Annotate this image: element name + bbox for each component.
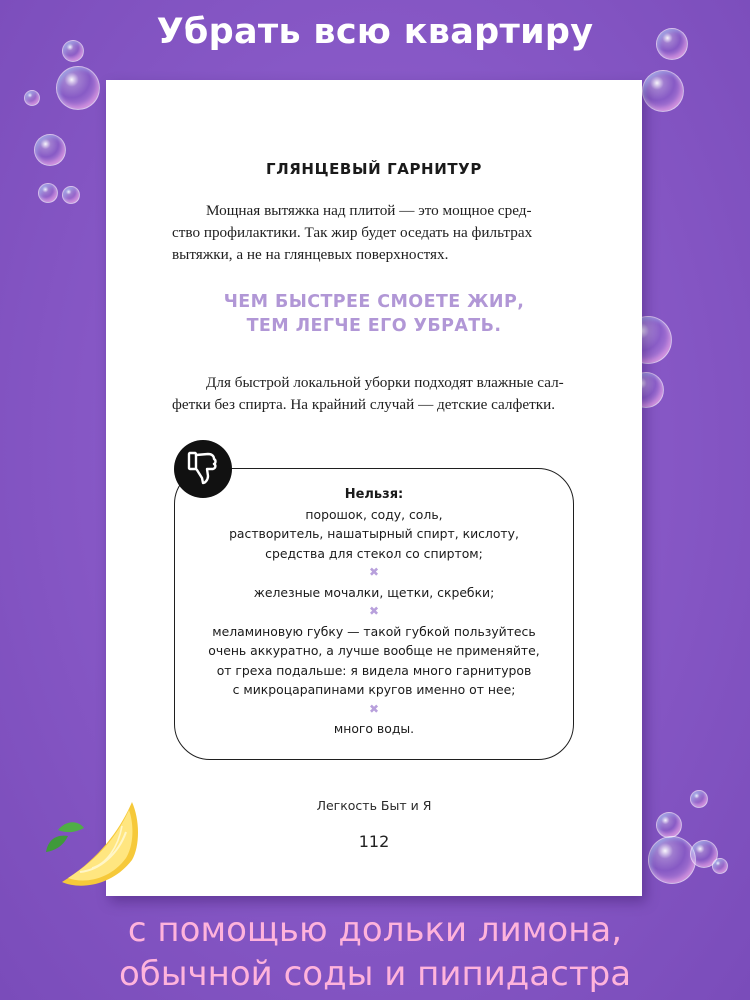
pull-quote-line: ТЕМ ЛЕГЧЕ ЕГО УБРАТЬ. [246, 316, 502, 336]
warning-item-line: очень аккуратно, а лучше вообще не применяйте, [208, 643, 540, 658]
warning-item-line: порошок, соду, соль, [305, 506, 443, 522]
warning-item-line: меламиновую губку — такой губкой пользуйтесь [212, 623, 536, 639]
page-number: 112 [358, 832, 390, 851]
book-footer-brand: Легкость Быт и Я [316, 798, 432, 813]
warning-item-line: много воды. [333, 721, 415, 736]
paragraph-wipes [172, 372, 578, 416]
lemon-slice-icon [40, 790, 150, 900]
pull-quote-line: ЧЕМ БЫСТРЕЕ СМОЕТЕ ЖИР, [223, 292, 525, 312]
warning-item-line: от греха подальше: я видела много гарнитуров [216, 662, 532, 678]
banner-headline: Убрать всю квартиру [156, 12, 594, 52]
bubble-decoration [648, 836, 696, 884]
bubble-decoration [690, 790, 708, 808]
bubble-decoration [642, 70, 684, 112]
paragraph-range-hood [172, 200, 578, 266]
warning-item-line: средства для стекол со спиртом; [265, 545, 483, 561]
paragraph-line: Мощная вытяжка над плитой — это мощное сред- [206, 202, 532, 219]
bubble-decoration [656, 28, 688, 60]
paragraph-line: Для быстрой локальной уборки подходят влажные сал- [206, 374, 564, 391]
pull-quote [106, 290, 642, 338]
warning-heading: Нельзя: [344, 487, 404, 502]
warning-box-content [175, 485, 573, 739]
warning-item-line: железные мочалки, щетки, скребки; [253, 584, 495, 600]
cross-separator-icon: ✖ [368, 604, 380, 618]
bubble-decoration [62, 186, 80, 204]
bubble-decoration [62, 40, 84, 62]
paragraph-line: вытяжки, а не на глянцевых поверхностях. [172, 246, 449, 263]
book-page [106, 80, 642, 896]
bubble-decoration [24, 90, 40, 106]
warning-item-line: с микроцарапинами кругов именно от нее; [232, 682, 516, 697]
warning-box [174, 468, 574, 760]
page-title: ГЛЯНЦЕВЫЙ ГАРНИТУР [266, 160, 482, 178]
paragraph-line: фетки без спирта. На крайний случай — детские салфетки. [172, 396, 556, 413]
banner-footer-line-2: обычной соды и пипидастра [118, 954, 632, 994]
bubble-decoration [656, 812, 682, 838]
bubble-decoration [56, 66, 100, 110]
cross-separator-icon: ✖ [368, 701, 380, 716]
bubble-decoration [38, 183, 58, 203]
banner-footer-line-1: с помощью дольки лимона, [127, 910, 623, 950]
paragraph-line: ство профилактики. Так жир будет оседать на фильтрах [172, 224, 533, 241]
cross-separator-icon: ✖ [368, 565, 380, 579]
thumbs-down-glyph [186, 450, 220, 488]
bubble-decoration [34, 134, 66, 166]
bubble-decoration [712, 858, 728, 874]
thumbs-down-icon [174, 440, 232, 498]
warning-item-line: растворитель, нашатырный спирт, кислоту, [229, 526, 519, 541]
